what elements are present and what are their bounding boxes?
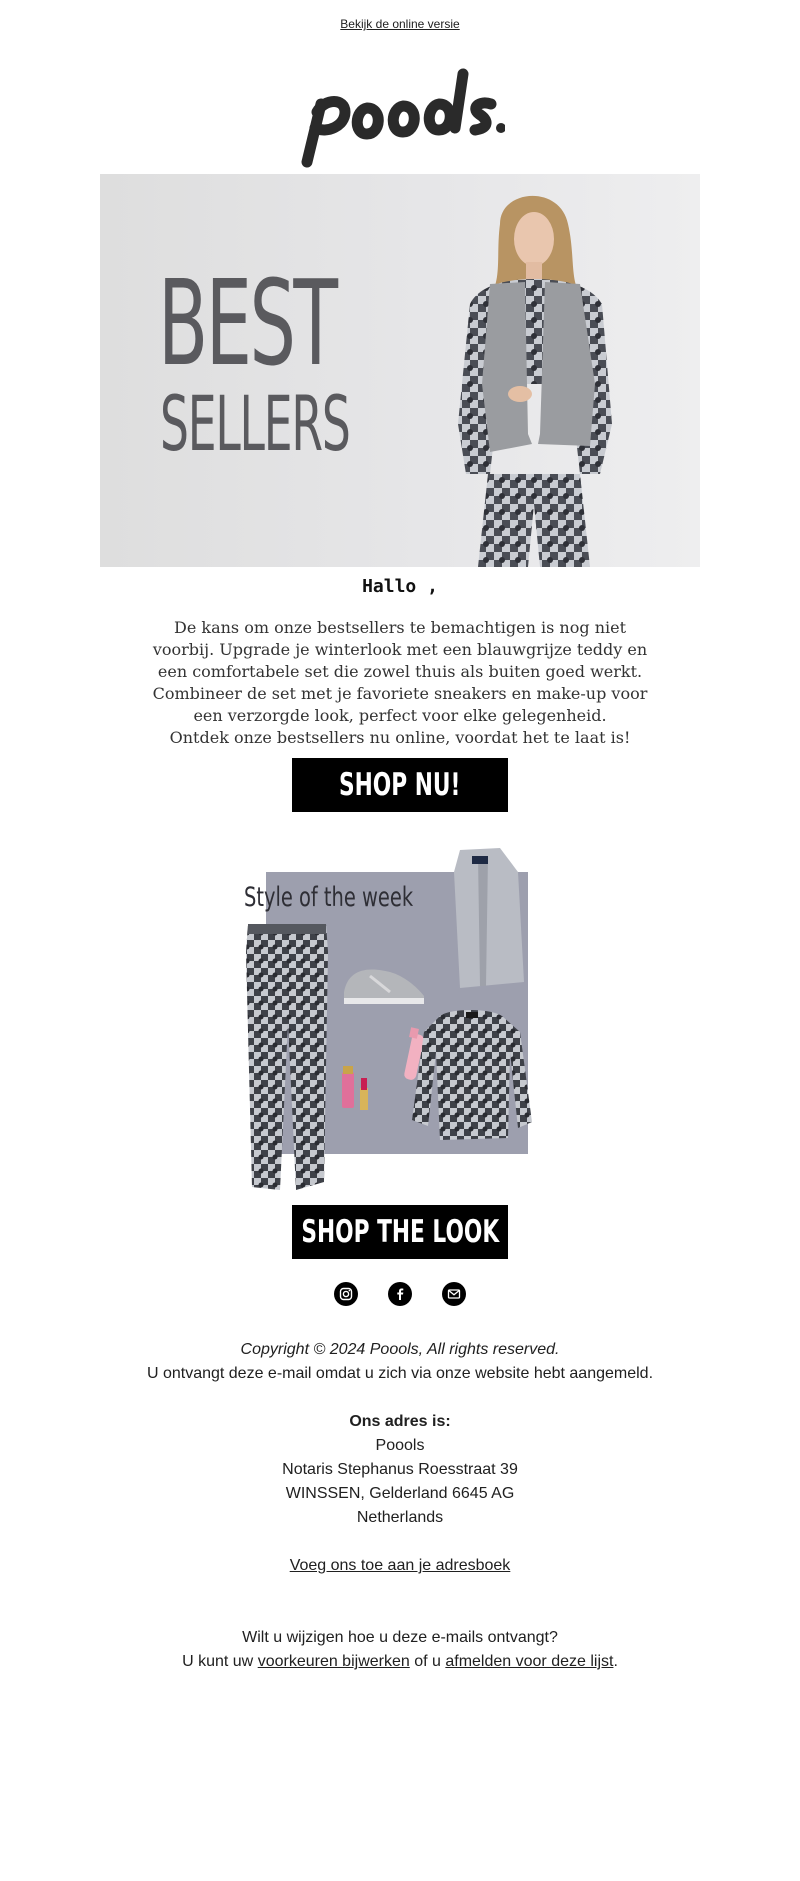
sneaker-product bbox=[344, 969, 424, 1004]
view-online-link[interactable]: Bekijk de online versie bbox=[340, 17, 460, 31]
intro-line: Ontdek onze bestsellers nu online, voordat het te laat is! bbox=[169, 728, 631, 747]
shop-the-look-label: SHOP THE LOOK bbox=[301, 1214, 499, 1250]
address-street: Notaris Stephanus Roesstraat 39 bbox=[282, 1461, 518, 1478]
poools-logo[interactable] bbox=[295, 62, 505, 172]
collage-products bbox=[240, 842, 570, 1192]
preferences-prefix: U kunt uw bbox=[182, 1653, 254, 1670]
address-country: Netherlands bbox=[356, 1509, 444, 1526]
intro-line: een comfortabele set die zowel thuis als buiten goed werkt. bbox=[157, 662, 643, 681]
style-of-the-week-title: Style of the week bbox=[244, 882, 414, 913]
greeting-heading: Hallo , bbox=[362, 576, 438, 597]
intro-paragraph bbox=[150, 617, 650, 749]
change-preferences-question: Wilt u wijzigen hoe u deze e-mails ontvangt? bbox=[242, 1629, 558, 1646]
view-online-row bbox=[0, 17, 800, 31]
trousers-product bbox=[246, 924, 328, 1190]
add-to-addressbook-link[interactable]: Voeg ons toe aan je adresboek bbox=[289, 1557, 511, 1574]
intro-line: voorbij. Upgrade je winterlook met een blauwgrijze teddy en bbox=[152, 640, 648, 659]
sweater-product bbox=[412, 1010, 532, 1140]
preferences-middle: of u bbox=[414, 1653, 441, 1670]
address-city: WINSSEN, Gelderland 6645 AG bbox=[285, 1485, 515, 1502]
intro-line: Combineer de set met je favoriete sneakers en make-up voor bbox=[152, 684, 648, 703]
address-name: Poools bbox=[375, 1437, 425, 1454]
signup-reason-text: U ontvangt deze e-mail omdat u zich via onze website hebt aangemeld. bbox=[146, 1365, 654, 1382]
intro-line: een verzorgde look, perfect voor elke gelegenheid. bbox=[193, 706, 607, 725]
hero-title-best: BEST bbox=[158, 254, 336, 392]
lipstick-product bbox=[342, 1066, 368, 1110]
hero-title-sellers: SELLERS bbox=[160, 379, 350, 468]
shop-the-look-button[interactable] bbox=[292, 1205, 508, 1259]
address-heading: Ons adres is: bbox=[349, 1413, 451, 1430]
model-photo bbox=[430, 184, 640, 567]
preferences-suffix: . bbox=[613, 1653, 618, 1670]
intro-line: De kans om onze bestsellers te bemachtigen is nog niet bbox=[173, 618, 627, 637]
email-icon[interactable] bbox=[442, 1282, 466, 1306]
style-of-the-week-collage[interactable] bbox=[240, 842, 570, 1192]
shop-now-button[interactable] bbox=[292, 758, 508, 812]
preferences-line bbox=[0, 1650, 800, 1674]
footer bbox=[0, 1338, 800, 1674]
copyright-text: Copyright © 2024 Poools, All rights reserved. bbox=[240, 1341, 560, 1358]
social-icons-row bbox=[0, 1282, 800, 1306]
unsubscribe-link[interactable]: afmelden voor deze lijst bbox=[445, 1653, 614, 1670]
instagram-icon[interactable] bbox=[334, 1282, 358, 1306]
facebook-icon[interactable] bbox=[388, 1282, 412, 1306]
teddy-vest-product bbox=[454, 848, 524, 988]
update-preferences-link[interactable]: voorkeuren bijwerken bbox=[257, 1653, 410, 1670]
hero-banner[interactable] bbox=[100, 174, 700, 567]
shop-now-label: SHOP NU! bbox=[339, 767, 461, 803]
